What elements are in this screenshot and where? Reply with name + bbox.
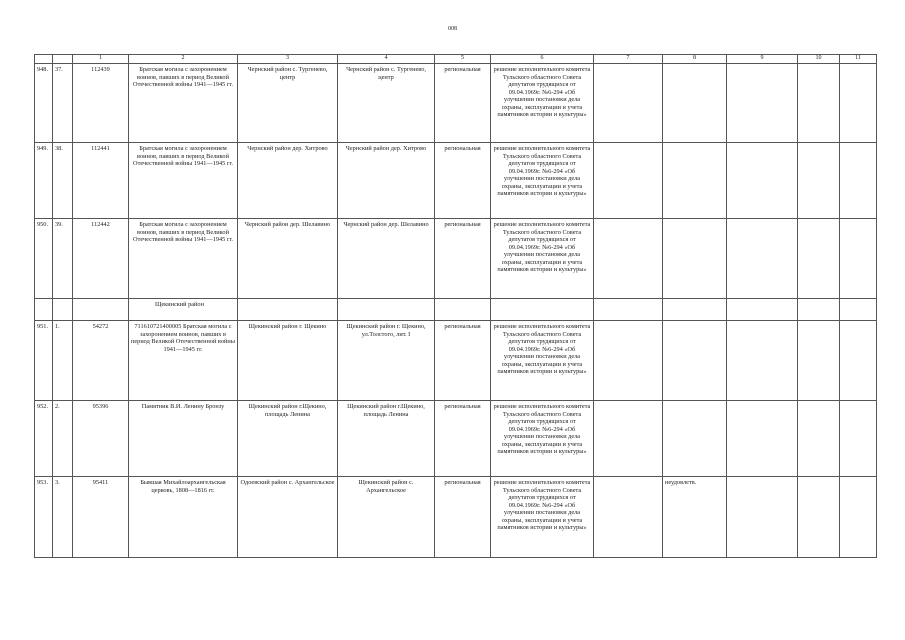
- col-11: [840, 321, 877, 401]
- registry-code: 95411: [73, 477, 129, 558]
- header-cell: 11: [840, 55, 877, 64]
- decision: решение исполнительного комитета Тульского областного Совета депутатов трудящихся от 09.04.1969г. №6-294 «Об улучшении постановки дела охраны, эксплуатации и учета памятников истории и культуры»: [491, 477, 594, 558]
- decision: решение исполнительного комитета Тульского областного Совета депутатов трудящихся от 09.04.1969г. №6-294 «Об улучшении постановки дела охраны, эксплуатации и учета памятников истории и культуры»: [491, 401, 594, 477]
- header-cell: 5: [435, 55, 491, 64]
- registry-code: 112439: [73, 64, 129, 143]
- col-9: [727, 219, 798, 299]
- section-title: Щекинский район: [129, 299, 238, 321]
- district: Чернский район дер. Хитрово: [238, 143, 338, 219]
- col-9: [727, 64, 798, 143]
- row-number: 951.: [35, 321, 53, 401]
- header-cell: 6: [491, 55, 594, 64]
- header-cell: 1: [73, 55, 129, 64]
- table-row: [35, 143, 877, 219]
- category: региональная: [435, 401, 491, 477]
- category: региональная: [435, 64, 491, 143]
- registry-code: 112442: [73, 219, 129, 299]
- district: Одоевский район с. Архангельское: [238, 477, 338, 558]
- decision: решение исполнительного комитета Тульского областного Совета депутатов трудящихся от 09.04.1969г. №6-294 «Об улучшении постановки дела охраны, эксплуатации и учета памятников истории и культуры»: [491, 143, 594, 219]
- row-subnumber: 38.: [53, 143, 73, 219]
- district: Чернский район дер. Шелавино: [238, 219, 338, 299]
- table-row: [35, 64, 877, 143]
- col-11: [840, 219, 877, 299]
- registry-code: 54272: [73, 321, 129, 401]
- decision: решение исполнительного комитета Тульского областного Совета депутатов трудящихся от 09.04.1969г. №6-294 «Об улучшении постановки дела охраны, эксплуатации и учета памятников истории и культуры»: [491, 321, 594, 401]
- col-8: [663, 219, 727, 299]
- monument-name: Братская могила с захоронением воинов, павших в период Великой Отечественной войны 1941—1945 гг.: [129, 143, 238, 219]
- col-8: неудовлетв.: [663, 477, 727, 558]
- col-8: [663, 143, 727, 219]
- address: Щекинский район г.Щекино, площадь Ленина: [338, 401, 435, 477]
- monument-name: 711610721400005 Братская могила с захоронением воинов, павших в период Великой Отечественной войны 1941—1945 гг.: [129, 321, 238, 401]
- col-10: [798, 321, 840, 401]
- header-cell: 8: [663, 55, 727, 64]
- monuments-table: [34, 54, 877, 558]
- monument-name: Памятник В.И. Ленину Бронзу: [129, 401, 238, 477]
- col-10: [798, 64, 840, 143]
- header-cell: [53, 55, 73, 64]
- col-11: [840, 143, 877, 219]
- header-cell: 3: [238, 55, 338, 64]
- header-cell: 9: [727, 55, 798, 64]
- address: Чернский район с. Тургенево, центр: [338, 64, 435, 143]
- category: региональная: [435, 219, 491, 299]
- header-cell: 4: [338, 55, 435, 64]
- table-row: [35, 321, 877, 401]
- header-cell: 2: [129, 55, 238, 64]
- row-number: 950.: [35, 219, 53, 299]
- district: Щекинский район г. Щекино: [238, 321, 338, 401]
- table-row: [35, 477, 877, 558]
- monument-name: Братская могила с захоронением воинов, павших в период Великой Отечественной войны 1941—1945 гг.: [129, 219, 238, 299]
- district: Чернский район с. Тургенево, центр: [238, 64, 338, 143]
- table-row: [35, 219, 877, 299]
- col-11: [840, 64, 877, 143]
- col-7: [594, 143, 663, 219]
- row-subnumber: 37.: [53, 64, 73, 143]
- header-cell: 7: [594, 55, 663, 64]
- col-10: [798, 401, 840, 477]
- address: Щекинский район г. Щекино, ул.Толстого, лит. I: [338, 321, 435, 401]
- decision: решение исполнительного комитета Тульского областного Совета депутатов трудящихся от 09.04.1969г. №6-294 «Об улучшении постановки дела охраны, эксплуатации и учета памятников истории и культуры»: [491, 219, 594, 299]
- row-number: 949.: [35, 143, 53, 219]
- district: Щекинский район г.Щекино, площадь Ленина: [238, 401, 338, 477]
- decision: решение исполнительного комитета Тульского областного Совета депутатов трудящихся от 09.04.1969г. №6-294 «Об улучшении постановки дела охраны, эксплуатации и учета памятников истории и культуры»: [491, 64, 594, 143]
- address: Щекинский район с. Архангельское: [338, 477, 435, 558]
- col-7: [594, 64, 663, 143]
- col-8: [663, 64, 727, 143]
- col-10: [798, 477, 840, 558]
- table-row: [35, 401, 877, 477]
- col-7: [594, 477, 663, 558]
- col-9: [727, 477, 798, 558]
- row-subnumber: 1.: [53, 321, 73, 401]
- col-8: [663, 401, 727, 477]
- row-number: 948.: [35, 64, 53, 143]
- monument-name: Братская могила с захоронением воинов, павших в период Великой Отечественной войны 1941—1945 гг.: [129, 64, 238, 143]
- section-row: [35, 299, 877, 321]
- monument-name: Бывшая Михайлоархангельская церковь, 1808—1816 гг.: [129, 477, 238, 558]
- col-7: [594, 219, 663, 299]
- col-7: [594, 321, 663, 401]
- category: региональная: [435, 143, 491, 219]
- category: региональная: [435, 321, 491, 401]
- col-9: [727, 143, 798, 219]
- col-9: [727, 321, 798, 401]
- row-subnumber: 39.: [53, 219, 73, 299]
- header-cell: [35, 55, 53, 64]
- category: региональная: [435, 477, 491, 558]
- header-cell: 10: [798, 55, 840, 64]
- col-10: [798, 143, 840, 219]
- row-number: 953.: [35, 477, 53, 558]
- col-10: [798, 219, 840, 299]
- address: Чернский район дер. Хитрово: [338, 143, 435, 219]
- page-number: 008: [448, 26, 457, 32]
- col-9: [727, 401, 798, 477]
- row-subnumber: 2.: [53, 401, 73, 477]
- address: Чернский район дер. Шелавино: [338, 219, 435, 299]
- col-8: [663, 321, 727, 401]
- row-number: 952.: [35, 401, 53, 477]
- registry-code: 112441: [73, 143, 129, 219]
- col-11: [840, 401, 877, 477]
- registry-code: 95396: [73, 401, 129, 477]
- column-number-row: [35, 55, 877, 64]
- col-7: [594, 401, 663, 477]
- row-subnumber: 3.: [53, 477, 73, 558]
- col-11: [840, 477, 877, 558]
